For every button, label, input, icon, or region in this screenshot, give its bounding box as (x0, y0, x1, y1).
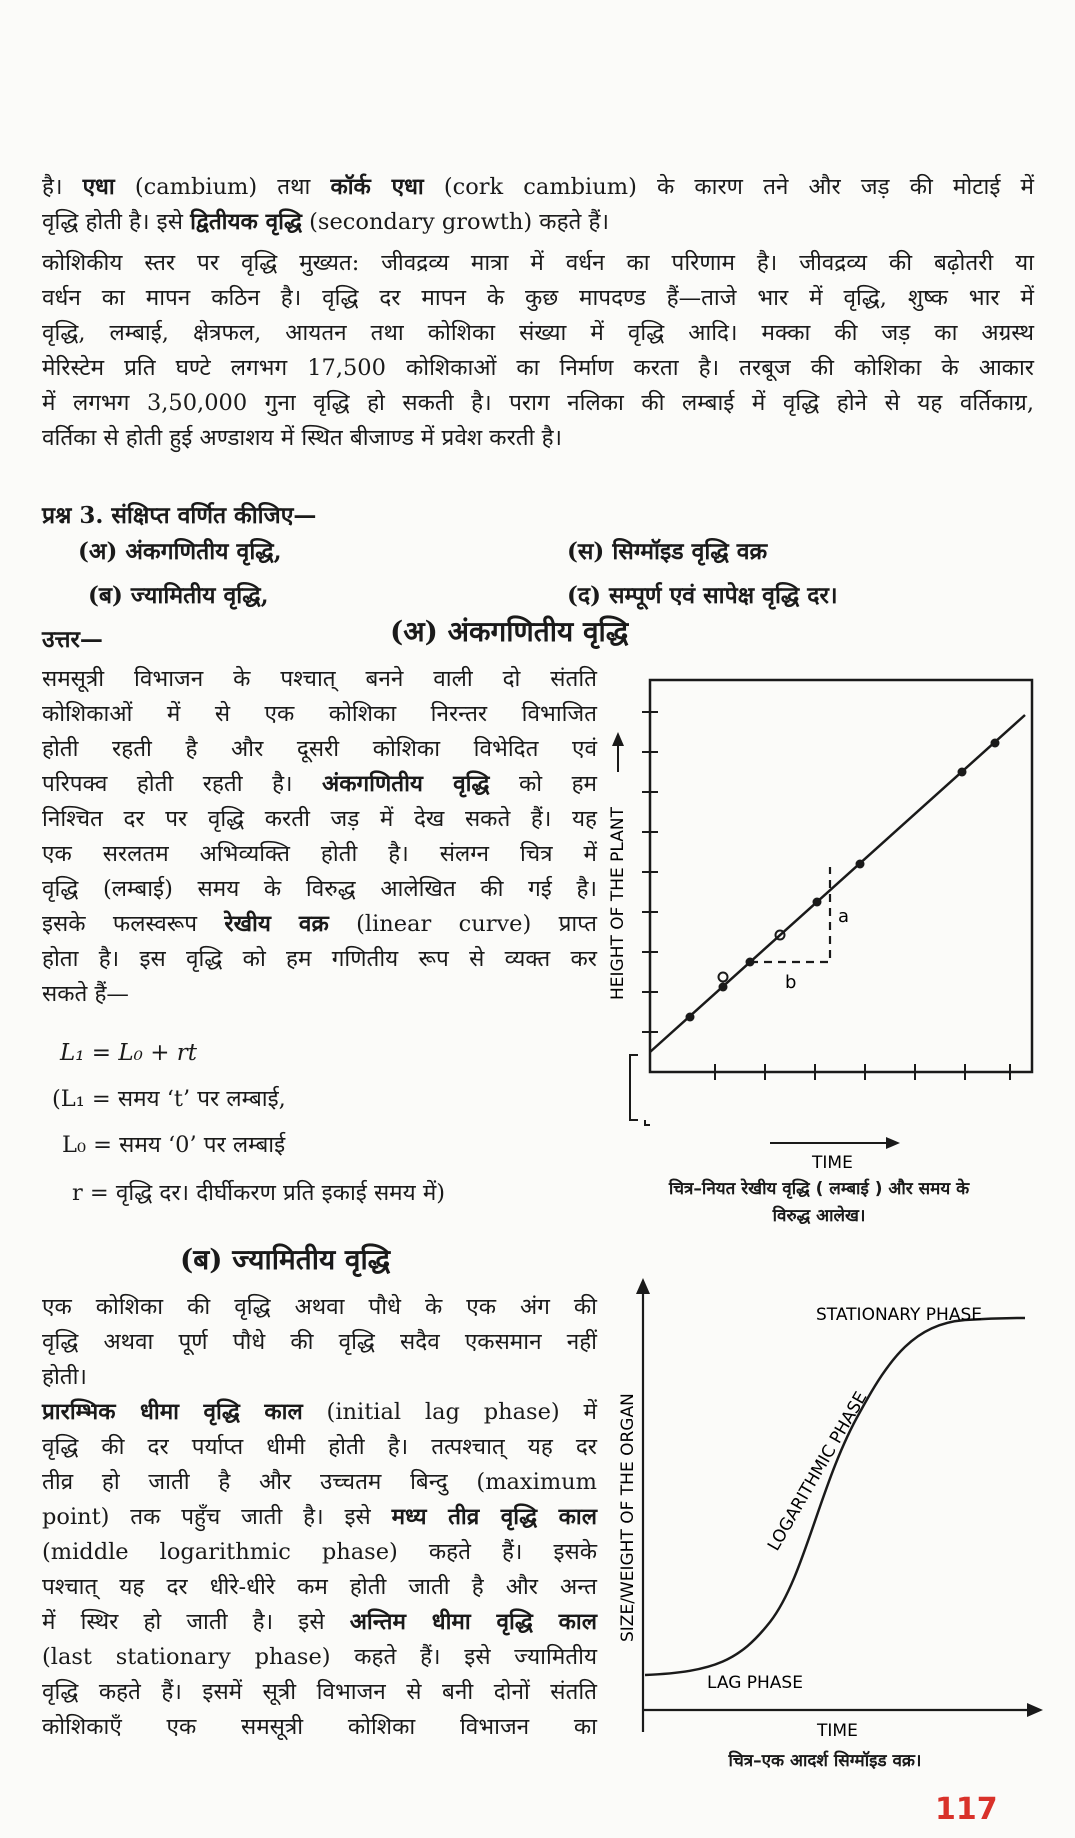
question-title: प्रश्न 3. संक्षिप्त वर्णित कीजिए— (42, 502, 317, 529)
geo-line (42, 1605, 597, 1640)
question-option-d: (द) सम्पूर्ण एवं सापेक्ष वृद्धि दर। (567, 582, 838, 609)
text-run: में लगभग 3,50,000 गुना वृद्धि हो सकती है। पराग नलिका की लम्बाई में वृद्धि होने से यह वर्तिकाग्र, (42, 390, 1034, 416)
text-run: एक कोशिका की वृद्धि अथवा पौधे के एक अंग की (42, 1294, 597, 1320)
formula-legend-r: r = वृद्धि दर। दीर्घीकरण प्रति इकाई समय में) (72, 1180, 446, 1206)
text-run: एक सरलतम अभिव्यक्ति होती है। संलग्न चित्र में (42, 841, 597, 867)
bold-term: रेखीय वक्र (224, 911, 329, 937)
intro-paragraph (42, 170, 1034, 456)
text-run: पश्चात् यह दर धीरे-धीरे कम होती जाती है और अन्त (42, 1574, 597, 1600)
text-run: समसूत्री विभाजन के पश्चात् बनने वाली दो संतति (42, 666, 597, 692)
geo-line (42, 1360, 597, 1395)
text-run: में स्थिर हो जाती है। इसे (42, 1609, 350, 1635)
arith-line (42, 802, 597, 837)
chart1-dashed-triangle (750, 867, 830, 962)
text-run: वृद्धि अथवा पूर्ण पौधे की वृद्धि सदैव एकसमान नहीं (42, 1329, 597, 1355)
arith-line (42, 872, 597, 907)
intro-line (42, 386, 1034, 421)
text-run: निश्चित दर पर वृद्धि करती जड़ में देख सकते हैं। यह (42, 806, 597, 832)
geometric-paragraph (42, 1290, 597, 1745)
text-run: तीव्र हो जाती है और उच्चतम बिन्दु (maximum (42, 1469, 597, 1495)
sigmoid-growth-chart (605, 1262, 1055, 1762)
bold-term: कॉर्क एधा (330, 174, 424, 200)
arith-line (42, 837, 597, 872)
chart1-y-axis-label: HEIGHT OF THE PLANT (608, 806, 628, 1000)
chart1-x-axis-label: TIME (812, 1153, 853, 1173)
text-run: परिपक्व होती रहती है। (42, 771, 323, 797)
intro-line (42, 205, 1034, 240)
text-run: होता है। इस वृद्धि को हम गणितीय रूप से व्यक्त कर (42, 946, 597, 972)
text-run: वृद्धि होती है। इसे (42, 209, 191, 235)
intro-line (42, 316, 1034, 351)
linear-growth-line (650, 715, 1025, 1052)
text-run: सकते हैं— (42, 981, 129, 1007)
text-run: (initial lag phase) में (302, 1399, 597, 1425)
arith-line (42, 767, 597, 802)
chart1-frame (650, 680, 1032, 1072)
geo-line (42, 1535, 597, 1570)
text-run: point) तक पहुँच जाती है। इसे (42, 1504, 392, 1530)
text-run: वर्तिका से होती हुई अण्डाशय में स्थित बीजाण्ड में प्रवेश करती है। (42, 425, 563, 451)
chart1-caption-line1: चित्र–नियत रेखीय वृद्धि ( लम्बाई ) और समय के (668, 1179, 970, 1199)
bold-term: मध्य तीव्र वृद्धि काल (391, 1504, 597, 1530)
text-run: होती। (42, 1364, 87, 1390)
chart1-caption-line2: विरुद्ध आलेख। (772, 1206, 866, 1226)
text-run: कोशिकीय स्तर पर वृद्धि मुख्यत: जीवद्रव्य मात्रा में वर्धन का परिणाम है। जीवद्रव्य की बढ़ोतरी या (42, 250, 1034, 276)
arith-line (42, 907, 597, 942)
text-run: (linear curve) प्राप्त (328, 911, 598, 937)
formula-legend-l1: (L₁ = समय ‘t’ पर लम्बाई, (52, 1086, 286, 1112)
geo-line (42, 1325, 597, 1360)
intro-line (42, 170, 1034, 205)
arithmetic-paragraph (42, 662, 597, 1012)
geo-line (42, 1570, 597, 1605)
geo-line (42, 1640, 597, 1675)
intro-line (42, 421, 1034, 456)
text-run: को हम (489, 771, 597, 797)
page-number: 117 (935, 1792, 998, 1827)
arith-line (42, 942, 597, 977)
text-run: (cork cambium) के कारण तने और जड़ की मोटाई में (423, 174, 1034, 200)
geo-line (42, 1395, 597, 1430)
chart1-label-b: b (785, 972, 797, 993)
text-run: (last stationary phase) कहते हैं। इसे ज्यामितीय (42, 1644, 597, 1670)
arith-line (42, 662, 597, 697)
section-heading-arithmetic: (अ) अंकगणितीय वृद्धि (390, 615, 629, 648)
text-run: वर्धन का मापन कठिन है। वृद्धि दर मापन के कुछ मापदण्ड हैं—ताजे भार में वृद्धि, शुष्क भार में (42, 285, 1034, 311)
text-run: है। (42, 174, 83, 200)
arith-line (42, 732, 597, 767)
chart2-logarithmic-label: LOGARITHMIC PHASE (764, 1388, 872, 1555)
geo-line (42, 1465, 597, 1500)
bold-term: अंकगणितीय वृद्धि (322, 771, 490, 797)
question-option-a: (अ) अंकगणितीय वृद्धि, (78, 538, 282, 565)
text-run: (secondary growth) कहते हैं। (302, 209, 609, 235)
question-option-c: (स) सिग्मॉइड वृद्धि वक्र (567, 538, 768, 565)
text-run: वृद्धि की दर पर्याप्त धीमी होती है। तत्पश्चात् यह दर (42, 1434, 597, 1460)
text-run: वृद्धि कहते हैं। इसमें सूत्री विभाजन से बनी दोनों संतति (42, 1679, 597, 1705)
section-heading-geometric: (ब) ज्यामितीय वृद्धि (180, 1243, 391, 1276)
bold-term: द्वितीयक वृद्धि (190, 209, 302, 235)
geo-line (42, 1290, 597, 1325)
growth-formula: L₁ = L₀ + rt (60, 1040, 198, 1066)
geo-line (42, 1710, 597, 1745)
chart1-label-a: a (838, 906, 850, 927)
arith-line (42, 977, 597, 1012)
text-run: कोशिकाओं में से एक कोशिका निरन्तर विभाजित (42, 701, 597, 727)
text-run: (middle logarithmic phase) कहते हैं। इसके (42, 1539, 597, 1565)
text-run: कोशिकाएँ एक समसूत्री कोशिका विभाजन का (42, 1714, 597, 1740)
chart2-caption: चित्र–एक आदर्श सिग्मॉइड वक्र। (728, 1751, 922, 1771)
answer-label: उत्तर— (42, 626, 103, 653)
text-run: मेरिस्टेम प्रति घण्टे लगभग 17,500 कोशिकाओं का निर्माण करता है। तरबूज की कोशिका के आकार (42, 355, 1034, 381)
text-run: होती रहती है और दूसरी कोशिका विभेदित एवं (42, 736, 597, 762)
geo-line (42, 1675, 597, 1710)
intro-line (42, 246, 1034, 281)
intro-line (42, 281, 1034, 316)
chart2-lag-label: LAG PHASE (707, 1673, 803, 1693)
text-run: (cambium) तथा (114, 174, 331, 200)
bold-term: एधा (82, 174, 115, 200)
arith-line (42, 697, 597, 732)
geo-line (42, 1500, 597, 1535)
sigmoid-curve (645, 1318, 1025, 1675)
chart1-bracket (630, 1055, 638, 1120)
chart2-stationary-label: STATIONARY PHASE (816, 1305, 982, 1325)
text-run: वृद्धि (लम्बाई) समय के विरुद्ध आलेखित की गई है। (42, 876, 597, 902)
formula-legend-l0: L₀ = समय ‘0’ पर लम्बाई (62, 1132, 286, 1158)
geo-line (42, 1430, 597, 1465)
text-run: इसके फलस्वरूप (42, 911, 225, 937)
question-option-b: (ब) ज्यामितीय वृद्धि, (88, 582, 269, 609)
bold-term: अन्तिम धीमा वृद्धि काल (349, 1609, 597, 1635)
linear-growth-chart (590, 660, 1050, 1180)
intro-line (42, 351, 1034, 386)
chart2-y-axis-label: SIZE/WEIGHT OF THE ORGAN (618, 1393, 638, 1642)
chart2-x-axis-label: TIME (817, 1721, 858, 1741)
text-run: वृद्धि, लम्बाई, क्षेत्रफल, आयतन तथा कोशिका संख्या में वृद्धि आदि। मक्का की जड़ का अग्रस्थ (42, 320, 1034, 346)
bold-term: प्रारम्भिक धीमा वृद्धि काल (42, 1399, 303, 1425)
